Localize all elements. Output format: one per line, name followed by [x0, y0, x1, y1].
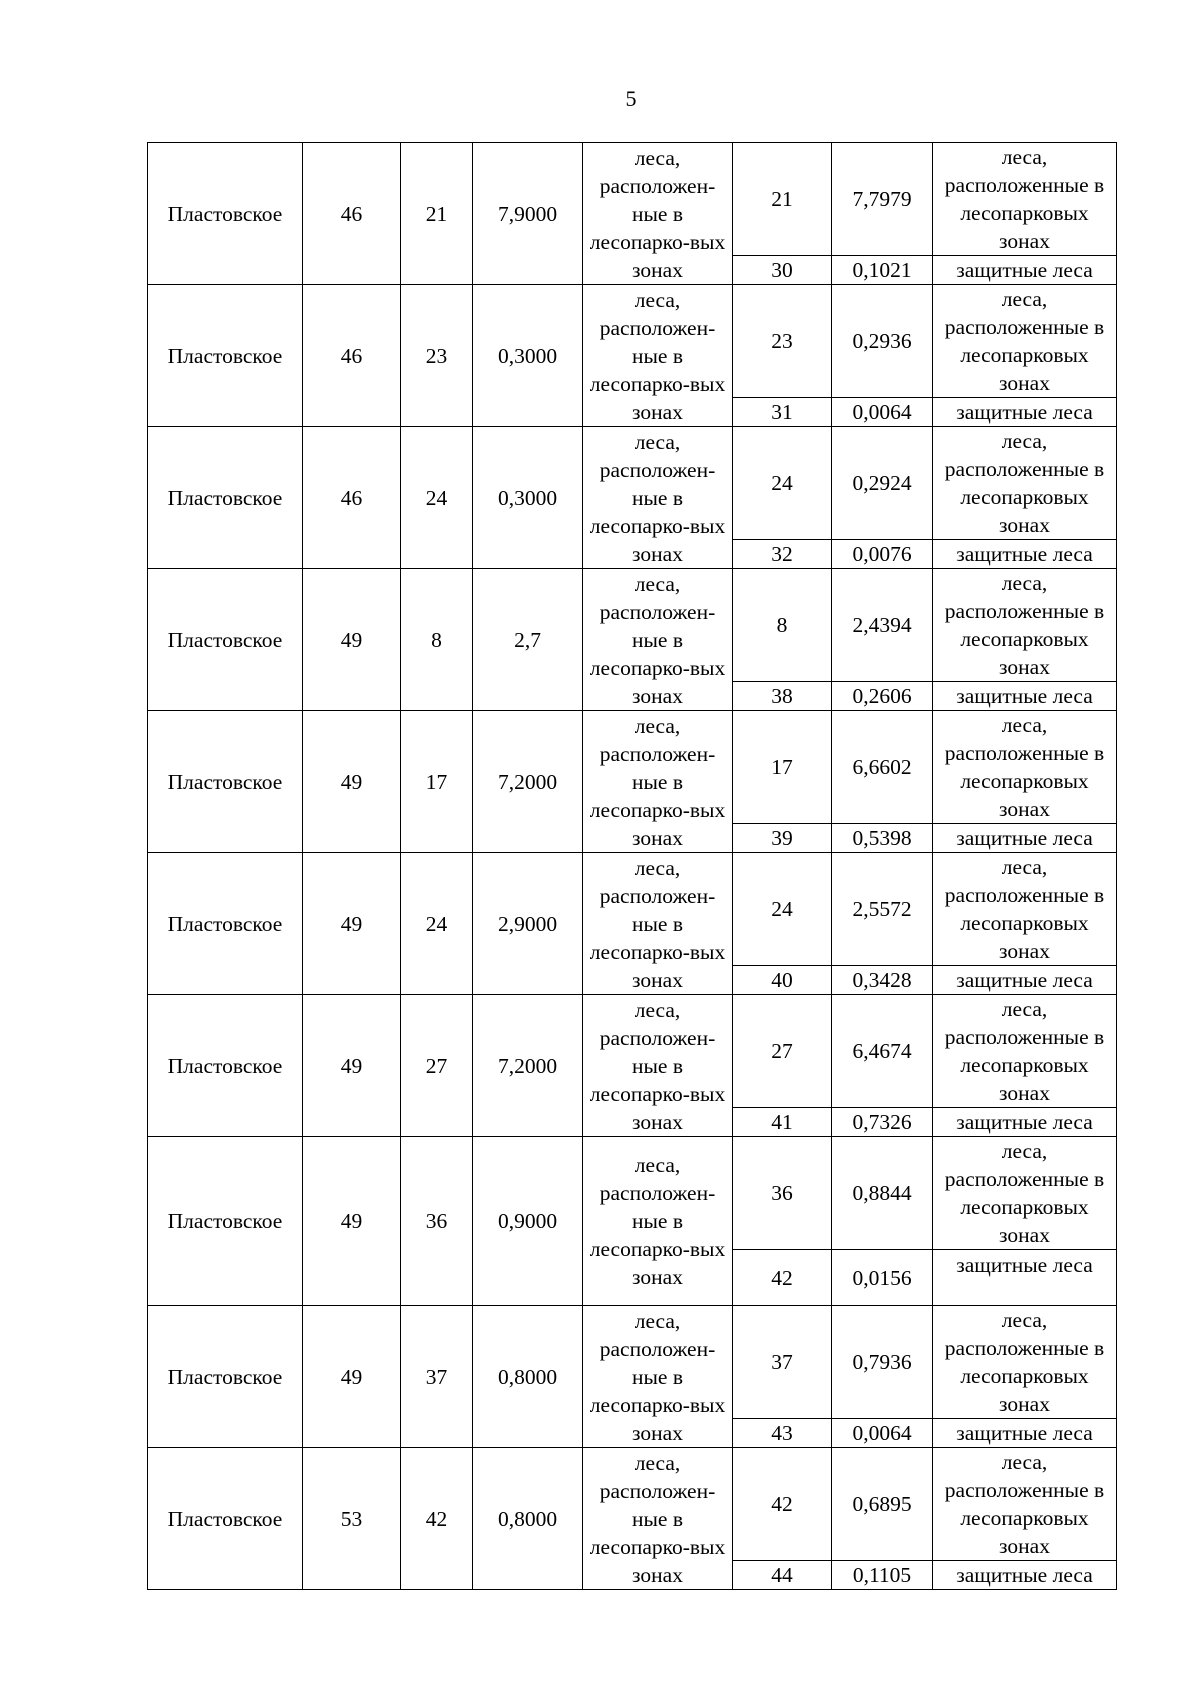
- old-category-cell: леса, расположен-ные в лесопарко-вых зонах: [583, 711, 733, 853]
- new-category-cell: леса, расположенные в лесопарковых зонах: [933, 1137, 1117, 1250]
- quarter-cell: 49: [303, 995, 401, 1137]
- old-area-cell: 0,8000: [473, 1448, 583, 1590]
- forest-area-table: [147, 142, 1117, 1590]
- old-section-cell: 24: [401, 853, 473, 995]
- new-category-cell: защитные леса: [933, 256, 1117, 285]
- new-area-cell: 0,5398: [832, 824, 933, 853]
- new-section-cell: 30: [733, 256, 832, 285]
- table-row: [148, 853, 1117, 966]
- old-category-cell: леса, расположен-ные в лесопарко-вых зонах: [583, 995, 733, 1137]
- old-category-cell: леса, расположен-ные в лесопарко-вых зонах: [583, 427, 733, 569]
- old-section-cell: 17: [401, 711, 473, 853]
- table-row: [148, 285, 1117, 398]
- old-category-cell: леса, расположен-ные в лесопарко-вых зонах: [583, 1448, 733, 1590]
- old-category-cell: леса, расположен-ные в лесопарко-вых зонах: [583, 1306, 733, 1448]
- new-category-cell: леса, расположенные в лесопарковых зонах: [933, 143, 1117, 256]
- old-section-cell: 37: [401, 1306, 473, 1448]
- new-section-cell: 37: [733, 1306, 832, 1419]
- old-category-cell: леса, расположен-ные в лесопарко-вых зонах: [583, 285, 733, 427]
- new-section-cell: 32: [733, 540, 832, 569]
- new-category-cell: защитные леса: [933, 1561, 1117, 1590]
- new-section-cell: 31: [733, 398, 832, 427]
- quarter-cell: 49: [303, 1137, 401, 1306]
- new-section-cell: 38: [733, 682, 832, 711]
- new-category-cell: леса, расположенные в лесопарковых зонах: [933, 1306, 1117, 1419]
- new-category-cell: защитные леса: [933, 1250, 1117, 1306]
- table-row-group-3: [148, 427, 1117, 569]
- new-section-cell: 8: [733, 569, 832, 682]
- new-category-cell: защитные леса: [933, 824, 1117, 853]
- new-category-cell: леса, расположенные в лесопарковых зонах: [933, 1448, 1117, 1561]
- forestry-cell: Пластовское: [148, 285, 303, 427]
- old-area-cell: 0,8000: [473, 1306, 583, 1448]
- table-row: [148, 1306, 1117, 1419]
- new-area-cell: 0,1021: [832, 256, 933, 285]
- table-row: [148, 427, 1117, 540]
- new-section-cell: 36: [733, 1137, 832, 1250]
- old-section-cell: 24: [401, 427, 473, 569]
- old-category-cell: леса, расположен-ные в лесопарко-вых зонах: [583, 1137, 733, 1306]
- new-section-cell: 41: [733, 1108, 832, 1137]
- new-category-cell: леса, расположенные в лесопарковых зонах: [933, 569, 1117, 682]
- new-section-cell: 17: [733, 711, 832, 824]
- quarter-cell: 46: [303, 285, 401, 427]
- new-category-cell: защитные леса: [933, 1108, 1117, 1137]
- table-row-group-6: [148, 853, 1117, 995]
- new-area-cell: 0,0076: [832, 540, 933, 569]
- new-category-cell: защитные леса: [933, 398, 1117, 427]
- forestry-cell: Пластовское: [148, 569, 303, 711]
- new-category-cell: защитные леса: [933, 682, 1117, 711]
- forestry-cell: Пластовское: [148, 1306, 303, 1448]
- old-section-cell: 8: [401, 569, 473, 711]
- quarter-cell: 49: [303, 853, 401, 995]
- old-area-cell: 0,3000: [473, 285, 583, 427]
- new-section-cell: 39: [733, 824, 832, 853]
- forestry-cell: Пластовское: [148, 711, 303, 853]
- new-category-cell: леса, расположенные в лесопарковых зонах: [933, 285, 1117, 398]
- quarter-cell: 46: [303, 427, 401, 569]
- new-category-cell: леса, расположенные в лесопарковых зонах: [933, 995, 1117, 1108]
- new-category-cell: защитные леса: [933, 966, 1117, 995]
- new-category-cell: защитные леса: [933, 540, 1117, 569]
- new-area-cell: 2,4394: [832, 569, 933, 682]
- new-area-cell: 0,7936: [832, 1306, 933, 1419]
- new-area-cell: 0,2936: [832, 285, 933, 398]
- old-area-cell: 7,2000: [473, 711, 583, 853]
- new-category-cell: леса, расположенные в лесопарковых зонах: [933, 853, 1117, 966]
- table-row-group-2: [148, 285, 1117, 427]
- quarter-cell: 49: [303, 1306, 401, 1448]
- forestry-cell: Пластовское: [148, 995, 303, 1137]
- new-area-cell: 0,1105: [832, 1561, 933, 1590]
- old-area-cell: 2,9000: [473, 853, 583, 995]
- new-area-cell: 0,0064: [832, 1419, 933, 1448]
- table-row: [148, 143, 1117, 256]
- table-row-group-9: [148, 1306, 1117, 1448]
- table-row-group-1: [148, 143, 1117, 285]
- table-row: [148, 1448, 1117, 1561]
- new-area-cell: 0,8844: [832, 1137, 933, 1250]
- new-section-cell: 40: [733, 966, 832, 995]
- old-category-cell: леса, расположен-ные в лесопарко-вых зонах: [583, 853, 733, 995]
- new-area-cell: 0,6895: [832, 1448, 933, 1561]
- new-area-cell: 0,7326: [832, 1108, 933, 1137]
- old-category-cell: леса, расположен-ные в лесопарко-вых зонах: [583, 569, 733, 711]
- new-area-cell: 6,6602: [832, 711, 933, 824]
- new-category-cell: леса, расположенные в лесопарковых зонах: [933, 711, 1117, 824]
- new-area-cell: 0,0156: [832, 1250, 933, 1306]
- old-area-cell: 0,3000: [473, 427, 583, 569]
- old-area-cell: 7,9000: [473, 143, 583, 285]
- new-area-cell: 0,0064: [832, 398, 933, 427]
- new-section-cell: 44: [733, 1561, 832, 1590]
- old-area-cell: 7,2000: [473, 995, 583, 1137]
- table-row: [148, 1137, 1117, 1250]
- table-row-group-8: [148, 1137, 1117, 1306]
- forestry-cell: Пластовское: [148, 143, 303, 285]
- quarter-cell: 53: [303, 1448, 401, 1590]
- new-section-cell: 27: [733, 995, 832, 1108]
- old-category-cell: леса, расположен-ные в лесопарко-вых зонах: [583, 143, 733, 285]
- old-section-cell: 23: [401, 285, 473, 427]
- new-area-cell: 0,3428: [832, 966, 933, 995]
- page-number: 5: [625, 86, 637, 111]
- new-section-cell: 21: [733, 143, 832, 256]
- forestry-cell: Пластовское: [148, 1137, 303, 1306]
- new-area-cell: 7,7979: [832, 143, 933, 256]
- new-category-cell: защитные леса: [933, 1419, 1117, 1448]
- new-area-cell: 0,2606: [832, 682, 933, 711]
- new-section-cell: 42: [733, 1448, 832, 1561]
- old-section-cell: 27: [401, 995, 473, 1137]
- new-section-cell: 23: [733, 285, 832, 398]
- table-row: [148, 711, 1117, 824]
- quarter-cell: 46: [303, 143, 401, 285]
- new-category-cell: леса, расположенные в лесопарковых зонах: [933, 427, 1117, 540]
- new-section-cell: 24: [733, 853, 832, 966]
- new-area-cell: 6,4674: [832, 995, 933, 1108]
- table-row: [148, 569, 1117, 682]
- new-section-cell: 43: [733, 1419, 832, 1448]
- new-area-cell: 2,5572: [832, 853, 933, 966]
- quarter-cell: 49: [303, 711, 401, 853]
- old-area-cell: 0,9000: [473, 1137, 583, 1306]
- table-row-group-7: [148, 995, 1117, 1137]
- forestry-cell: Пластовское: [148, 427, 303, 569]
- new-area-cell: 0,2924: [832, 427, 933, 540]
- table-row: [148, 995, 1117, 1108]
- table-row-group-5: [148, 711, 1117, 853]
- new-section-cell: 42: [733, 1250, 832, 1306]
- quarter-cell: 49: [303, 569, 401, 711]
- table-row-group-10: [148, 1448, 1117, 1590]
- old-section-cell: 42: [401, 1448, 473, 1590]
- old-section-cell: 21: [401, 143, 473, 285]
- old-area-cell: 2,7: [473, 569, 583, 711]
- forestry-cell: Пластовское: [148, 1448, 303, 1590]
- forestry-cell: Пластовское: [148, 853, 303, 995]
- old-section-cell: 36: [401, 1137, 473, 1306]
- new-section-cell: 24: [733, 427, 832, 540]
- table-row-group-4: [148, 569, 1117, 711]
